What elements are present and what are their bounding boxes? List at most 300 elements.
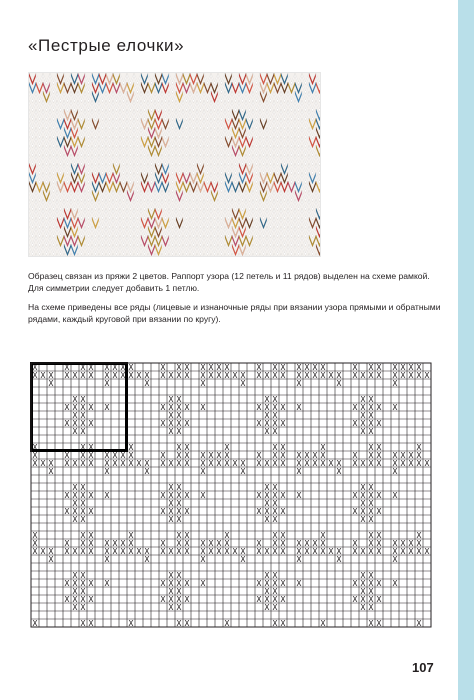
chart-stitch-mark: X bbox=[304, 450, 310, 460]
chart-stitch-mark: X bbox=[72, 490, 78, 500]
chart-stitch-mark: X bbox=[104, 546, 110, 556]
chart-stitch-mark: X bbox=[48, 554, 54, 564]
chart-stitch-mark: X bbox=[416, 442, 422, 452]
chart-stitch-mark: X bbox=[88, 578, 94, 588]
chart-stitch-mark: X bbox=[392, 458, 398, 468]
chart-stitch-mark: X bbox=[280, 402, 286, 412]
chart-stitch-mark: X bbox=[328, 458, 334, 468]
chart-stitch-mark: X bbox=[256, 450, 262, 460]
chart-stitch-mark: X bbox=[272, 370, 278, 380]
chart-stitch-mark: X bbox=[72, 578, 78, 588]
chart-stitch-mark: X bbox=[208, 370, 214, 380]
chart-stitch-mark: X bbox=[80, 586, 86, 596]
chart-stitch-mark: X bbox=[312, 546, 318, 556]
chart-stitch-mark: X bbox=[256, 506, 262, 516]
chart-stitch-mark: X bbox=[80, 538, 86, 548]
chart-stitch-mark: X bbox=[400, 538, 406, 548]
chart-stitch-mark: X bbox=[360, 402, 366, 412]
chart-stitch-mark: X bbox=[160, 538, 166, 548]
chart-stitch-mark: X bbox=[400, 450, 406, 460]
chart-stitch-mark: X bbox=[216, 362, 222, 372]
chart-stitch-mark: X bbox=[368, 370, 374, 380]
chart-stitch-mark: X bbox=[240, 466, 246, 476]
chart-stitch-mark: X bbox=[360, 482, 366, 492]
chart-stitch-mark: X bbox=[72, 458, 78, 468]
chart-stitch-mark: X bbox=[40, 546, 46, 556]
chart-stitch-mark: X bbox=[368, 506, 374, 516]
chart-stitch-mark: X bbox=[80, 594, 86, 604]
chart-stitch-mark: X bbox=[368, 442, 374, 452]
chart-stitch-mark: X bbox=[352, 578, 358, 588]
chart-stitch-mark: X bbox=[104, 362, 110, 372]
chart-stitch-mark: X bbox=[376, 530, 382, 540]
chart-stitch-mark: X bbox=[208, 450, 214, 460]
chart-stitch-mark: X bbox=[72, 594, 78, 604]
page-number: 107 bbox=[412, 660, 434, 675]
chart-stitch-mark: X bbox=[80, 370, 86, 380]
chart-stitch-mark: X bbox=[216, 458, 222, 468]
chart-stitch-mark: X bbox=[144, 378, 150, 388]
chart-stitch-mark: X bbox=[272, 514, 278, 524]
chart-stitch-mark: X bbox=[368, 618, 374, 628]
chart-stitch-mark: X bbox=[80, 402, 86, 412]
chart-stitch-mark: X bbox=[160, 362, 166, 372]
chart-stitch-mark: X bbox=[176, 450, 182, 460]
chart-stitch-mark: X bbox=[360, 506, 366, 516]
chart-stitch-mark: X bbox=[264, 458, 270, 468]
chart-stitch-mark: X bbox=[376, 618, 382, 628]
chart-stitch-mark: X bbox=[272, 602, 278, 612]
chart-stitch-mark: X bbox=[128, 450, 134, 460]
chart-stitch-mark: X bbox=[88, 370, 94, 380]
chart-stitch-mark: X bbox=[176, 394, 182, 404]
chart-stitch-mark: X bbox=[376, 418, 382, 428]
chart-stitch-mark: X bbox=[264, 570, 270, 580]
chart-stitch-mark: X bbox=[392, 538, 398, 548]
chart-stitch-mark: X bbox=[272, 530, 278, 540]
chart-stitch-mark: X bbox=[200, 546, 206, 556]
chart-stitch-mark: X bbox=[336, 370, 342, 380]
chart-stitch-mark: X bbox=[72, 514, 78, 524]
chart-stitch-mark: X bbox=[264, 602, 270, 612]
chart-stitch-mark: X bbox=[64, 546, 70, 556]
chart-note-paragraph: На схеме приведены все ряды (лицевые и изнаночные ряды при вязании узора прямыми и обратными рядами, каждый круговой при вязании по кругу). bbox=[28, 302, 441, 324]
chart-stitch-mark: X bbox=[280, 530, 286, 540]
chart-stitch-mark: X bbox=[136, 458, 142, 468]
chart-stitch-mark: X bbox=[264, 586, 270, 596]
chart-stitch-mark: X bbox=[272, 498, 278, 508]
chart-stitch-mark: X bbox=[264, 514, 270, 524]
chart-stitch-mark: X bbox=[296, 490, 302, 500]
chart-stitch-mark: X bbox=[352, 402, 358, 412]
chart-stitch-mark: X bbox=[184, 490, 190, 500]
chart-stitch-mark: X bbox=[256, 538, 262, 548]
chart-stitch-mark: X bbox=[280, 578, 286, 588]
chart-stitch-mark: X bbox=[296, 450, 302, 460]
chart-stitch-mark: X bbox=[224, 546, 230, 556]
chart-stitch-mark: X bbox=[296, 554, 302, 564]
chart-stitch-mark: X bbox=[280, 418, 286, 428]
chart-stitch-mark: X bbox=[64, 594, 70, 604]
chart-stitch-mark: X bbox=[320, 546, 326, 556]
chart-stitch-mark: X bbox=[376, 370, 382, 380]
chart-stitch-mark: X bbox=[272, 586, 278, 596]
chart-stitch-mark: X bbox=[160, 546, 166, 556]
chart-stitch-mark: X bbox=[272, 402, 278, 412]
chart-stitch-mark: X bbox=[408, 370, 414, 380]
chart-stitch-mark: X bbox=[328, 370, 334, 380]
chart-stitch-mark: X bbox=[80, 490, 86, 500]
chart-stitch-mark: X bbox=[392, 578, 398, 588]
chart-stitch-mark: X bbox=[264, 578, 270, 588]
chart-stitch-mark: X bbox=[80, 578, 86, 588]
chart-stitch-mark: X bbox=[72, 410, 78, 420]
chart-stitch-mark: X bbox=[104, 458, 110, 468]
chart-stitch-mark: X bbox=[72, 402, 78, 412]
chart-stitch-mark: X bbox=[416, 362, 422, 372]
chart-stitch-mark: X bbox=[216, 546, 222, 556]
chart-stitch-mark: X bbox=[368, 482, 374, 492]
side-color-band bbox=[458, 0, 474, 700]
chart-stitch-mark: X bbox=[360, 498, 366, 508]
knitting-chart bbox=[30, 362, 432, 628]
chart-stitch-mark: X bbox=[176, 578, 182, 588]
chart-stitch-mark: X bbox=[272, 442, 278, 452]
chart-stitch-mark: X bbox=[112, 546, 118, 556]
chart-stitch-mark: X bbox=[296, 466, 302, 476]
chart-stitch-mark: X bbox=[392, 466, 398, 476]
chart-stitch-mark: X bbox=[368, 578, 374, 588]
chart-stitch-mark: X bbox=[120, 458, 126, 468]
chart-stitch-mark: X bbox=[272, 578, 278, 588]
chart-stitch-mark: X bbox=[416, 370, 422, 380]
chart-stitch-mark: X bbox=[360, 586, 366, 596]
chart-stitch-mark: X bbox=[304, 370, 310, 380]
chart-stitch-mark: X bbox=[368, 450, 374, 460]
chart-stitch-mark: X bbox=[128, 458, 134, 468]
chart-stitch-mark: X bbox=[168, 418, 174, 428]
chart-stitch-mark: X bbox=[360, 370, 366, 380]
chart-stitch-mark: X bbox=[88, 618, 94, 628]
chart-stitch-mark: X bbox=[336, 554, 342, 564]
chart-stitch-mark: X bbox=[312, 458, 318, 468]
chart-stitch-mark: X bbox=[64, 370, 70, 380]
chart-stitch-mark: X bbox=[296, 458, 302, 468]
chart-stitch-mark: X bbox=[416, 458, 422, 468]
chart-stitch-mark: X bbox=[80, 426, 86, 436]
chart-stitch-mark: X bbox=[368, 538, 374, 548]
chart-stitch-mark: X bbox=[392, 362, 398, 372]
chart-stitch-mark: X bbox=[336, 546, 342, 556]
chart-stitch-mark: X bbox=[368, 362, 374, 372]
chart-stitch-mark: X bbox=[80, 394, 86, 404]
chart-stitch-mark: X bbox=[128, 546, 134, 556]
chart-stitch-mark: X bbox=[88, 546, 94, 556]
chart-stitch-mark: X bbox=[352, 370, 358, 380]
chart-stitch-mark: X bbox=[112, 362, 118, 372]
chart-stitch-mark: X bbox=[128, 442, 134, 452]
chart-stitch-mark: X bbox=[64, 362, 70, 372]
chart-stitch-mark: X bbox=[320, 442, 326, 452]
chart-stitch-mark: X bbox=[88, 490, 94, 500]
chart-stitch-mark: X bbox=[272, 450, 278, 460]
chart-stitch-mark: X bbox=[136, 546, 142, 556]
chart-stitch-mark: X bbox=[424, 546, 430, 556]
chart-stitch-mark: X bbox=[80, 362, 86, 372]
chart-stitch-mark: X bbox=[160, 506, 166, 516]
chart-stitch-mark: X bbox=[144, 370, 150, 380]
chart-stitch-mark: X bbox=[80, 514, 86, 524]
chart-stitch-mark: X bbox=[176, 442, 182, 452]
chart-stitch-mark: X bbox=[280, 538, 286, 548]
chart-stitch-mark: X bbox=[88, 362, 94, 372]
chart-stitch-mark: X bbox=[72, 394, 78, 404]
chart-stitch-mark: X bbox=[272, 570, 278, 580]
chart-stitch-mark: X bbox=[72, 602, 78, 612]
chart-stitch-mark: X bbox=[416, 618, 422, 628]
chart-stitch-mark: X bbox=[368, 426, 374, 436]
chart-stitch-mark: X bbox=[392, 402, 398, 412]
chart-stitch-mark: X bbox=[360, 490, 366, 500]
chart-stitch-mark: X bbox=[392, 546, 398, 556]
chart-stitch-mark: X bbox=[104, 578, 110, 588]
chart-stitch-mark: X bbox=[408, 450, 414, 460]
chart-stitch-mark: X bbox=[376, 458, 382, 468]
chart-stitch-mark: X bbox=[176, 586, 182, 596]
chart-stitch-mark: X bbox=[184, 530, 190, 540]
chart-stitch-mark: X bbox=[256, 546, 262, 556]
chart-stitch-mark: X bbox=[176, 530, 182, 540]
chart-stitch-mark: X bbox=[184, 402, 190, 412]
chart-stitch-mark: X bbox=[200, 362, 206, 372]
chart-stitch-mark: X bbox=[320, 450, 326, 460]
chart-stitch-mark: X bbox=[376, 506, 382, 516]
chart-stitch-mark: X bbox=[408, 458, 414, 468]
chart-stitch-mark: X bbox=[176, 594, 182, 604]
chart-stitch-mark: X bbox=[368, 418, 374, 428]
chart-stitch-mark: X bbox=[232, 458, 238, 468]
chart-stitch-mark: X bbox=[104, 402, 110, 412]
chart-stitch-mark: X bbox=[352, 362, 358, 372]
chart-stitch-mark: X bbox=[120, 370, 126, 380]
chart-stitch-mark: X bbox=[376, 362, 382, 372]
chart-stitch-mark: X bbox=[368, 546, 374, 556]
chart-stitch-mark: X bbox=[80, 418, 86, 428]
chart-stitch-mark: X bbox=[88, 530, 94, 540]
chart-stitch-mark: X bbox=[32, 538, 38, 548]
chart-stitch-mark: X bbox=[304, 458, 310, 468]
chart-stitch-mark: X bbox=[88, 538, 94, 548]
chart-stitch-mark: X bbox=[112, 450, 118, 460]
chart-stitch-mark: X bbox=[232, 370, 238, 380]
chart-stitch-mark: X bbox=[168, 498, 174, 508]
chart-stitch-mark: X bbox=[160, 490, 166, 500]
page-title: «Пестрые елочки» bbox=[28, 36, 185, 55]
chart-stitch-mark: X bbox=[104, 554, 110, 564]
chart-stitch-mark: X bbox=[168, 594, 174, 604]
chart-stitch-mark: X bbox=[240, 554, 246, 564]
chart-stitch-mark: X bbox=[312, 450, 318, 460]
chart-stitch-mark: X bbox=[272, 506, 278, 516]
chart-stitch-mark: X bbox=[400, 546, 406, 556]
chart-stitch-mark: X bbox=[72, 418, 78, 428]
chart-stitch-mark: X bbox=[408, 546, 414, 556]
chart-stitch-mark: X bbox=[360, 578, 366, 588]
chart-stitch-mark: X bbox=[120, 538, 126, 548]
chart-stitch-mark: X bbox=[256, 370, 262, 380]
chart-stitch-mark: X bbox=[376, 442, 382, 452]
chart-stitch-mark: X bbox=[128, 538, 134, 548]
chart-stitch-mark: X bbox=[72, 506, 78, 516]
chart-stitch-mark: X bbox=[328, 546, 334, 556]
chart-stitch-mark: X bbox=[240, 378, 246, 388]
chart-stitch-mark: X bbox=[360, 394, 366, 404]
chart-stitch-mark: X bbox=[88, 402, 94, 412]
knitted-sample-photo bbox=[28, 72, 321, 257]
chart-stitch-mark: X bbox=[72, 426, 78, 436]
chart-stitch-mark: X bbox=[216, 370, 222, 380]
chart-stitch-mark: X bbox=[184, 458, 190, 468]
chart-stitch-mark: X bbox=[104, 378, 110, 388]
chart-stitch-mark: X bbox=[128, 362, 134, 372]
chart-stitch-mark: X bbox=[376, 490, 382, 500]
chart-stitch-mark: X bbox=[272, 482, 278, 492]
chart-stitch-mark: X bbox=[168, 586, 174, 596]
chart-stitch-mark: X bbox=[160, 458, 166, 468]
chart-stitch-mark: X bbox=[256, 418, 262, 428]
chart-stitch-mark: X bbox=[176, 482, 182, 492]
chart-stitch-mark: X bbox=[168, 482, 174, 492]
chart-stitch-mark: X bbox=[176, 410, 182, 420]
chart-stitch-mark: X bbox=[368, 602, 374, 612]
chart-stitch-mark: X bbox=[40, 370, 46, 380]
chart-stitch-mark: X bbox=[240, 370, 246, 380]
chart-stitch-mark: X bbox=[168, 506, 174, 516]
chart-stitch-mark: X bbox=[408, 362, 414, 372]
chart-stitch-mark: X bbox=[112, 370, 118, 380]
chart-stitch-mark: X bbox=[32, 370, 38, 380]
chart-stitch-mark: X bbox=[392, 450, 398, 460]
chart-stitch-mark: X bbox=[48, 378, 54, 388]
chart-stitch-mark: X bbox=[352, 490, 358, 500]
chart-stitch-mark: X bbox=[208, 458, 214, 468]
chart-stitch-mark: X bbox=[32, 450, 38, 460]
chart-stitch-mark: X bbox=[32, 530, 38, 540]
chart-stitch-mark: X bbox=[264, 498, 270, 508]
chart-stitch-mark: X bbox=[168, 546, 174, 556]
chart-stitch-mark: X bbox=[208, 362, 214, 372]
chart-stitch-mark: X bbox=[184, 450, 190, 460]
chart-stitch-mark: X bbox=[376, 402, 382, 412]
chart-stitch-mark: X bbox=[200, 402, 206, 412]
chart-stitch-mark: X bbox=[80, 602, 86, 612]
chart-stitch-mark: X bbox=[200, 370, 206, 380]
chart-stitch-mark: X bbox=[360, 410, 366, 420]
chart-stitch-mark: X bbox=[104, 490, 110, 500]
chart-stitch-mark: X bbox=[304, 362, 310, 372]
chart-stitch-mark: X bbox=[176, 458, 182, 468]
chart-stitch-mark: X bbox=[352, 538, 358, 548]
chart-stitch-mark: X bbox=[80, 570, 86, 580]
chart-stitch-mark: X bbox=[88, 458, 94, 468]
chart-stitch-mark: X bbox=[280, 458, 286, 468]
chart-stitch-mark: X bbox=[280, 594, 286, 604]
chart-stitch-mark: X bbox=[168, 410, 174, 420]
chart-stitch-mark: X bbox=[368, 458, 374, 468]
chart-stitch-mark: X bbox=[160, 578, 166, 588]
chart-stitch-mark: X bbox=[368, 410, 374, 420]
chart-stitch-mark: X bbox=[112, 458, 118, 468]
chart-stitch-mark: X bbox=[144, 554, 150, 564]
chart-stitch-mark: X bbox=[112, 538, 118, 548]
chart-stitch-mark: X bbox=[312, 538, 318, 548]
chart-stitch-mark: X bbox=[272, 362, 278, 372]
chart-stitch-mark: X bbox=[376, 578, 382, 588]
chart-stitch-mark: X bbox=[168, 402, 174, 412]
chart-stitch-mark: X bbox=[352, 458, 358, 468]
chart-stitch-mark: X bbox=[64, 450, 70, 460]
chart-stitch-mark: X bbox=[176, 618, 182, 628]
chart-stitch-mark: X bbox=[304, 546, 310, 556]
chart-stitch-mark: X bbox=[280, 450, 286, 460]
chart-stitch-mark: X bbox=[272, 394, 278, 404]
chart-stitch-mark: X bbox=[320, 362, 326, 372]
chart-stitch-mark: X bbox=[296, 578, 302, 588]
chart-stitch-mark: X bbox=[368, 402, 374, 412]
chart-stitch-mark: X bbox=[296, 362, 302, 372]
chart-stitch-mark: X bbox=[176, 370, 182, 380]
chart-stitch-mark: X bbox=[368, 570, 374, 580]
chart-stitch-mark: X bbox=[280, 506, 286, 516]
chart-stitch-mark: X bbox=[48, 466, 54, 476]
chart-stitch-mark: X bbox=[104, 466, 110, 476]
chart-stitch-mark: X bbox=[200, 450, 206, 460]
chart-stitch-mark: X bbox=[400, 370, 406, 380]
chart-stitch-mark: X bbox=[360, 426, 366, 436]
chart-stitch-mark: X bbox=[224, 450, 230, 460]
chart-stitch-mark: X bbox=[64, 490, 70, 500]
chart-stitch-mark: X bbox=[320, 370, 326, 380]
chart-stitch-mark: X bbox=[176, 362, 182, 372]
chart-stitch-mark: X bbox=[104, 450, 110, 460]
chart-stitch-mark: X bbox=[320, 538, 326, 548]
chart-stitch-mark: X bbox=[272, 594, 278, 604]
chart-stitch-mark: X bbox=[392, 554, 398, 564]
chart-stitch-mark: X bbox=[256, 594, 262, 604]
chart-stitch-mark: X bbox=[184, 538, 190, 548]
chart-stitch-mark: X bbox=[200, 538, 206, 548]
chart-stitch-mark: X bbox=[184, 594, 190, 604]
chart-stitch-mark: X bbox=[168, 602, 174, 612]
chart-stitch-mark: X bbox=[272, 426, 278, 436]
chart-stitch-mark: X bbox=[168, 458, 174, 468]
chart-stitch-mark: X bbox=[80, 506, 86, 516]
chart-stitch-mark: X bbox=[368, 490, 374, 500]
chart-stitch-mark: X bbox=[312, 362, 318, 372]
chart-stitch-mark: X bbox=[184, 442, 190, 452]
chart-stitch-mark: X bbox=[184, 618, 190, 628]
chart-stitch-mark: X bbox=[32, 618, 38, 628]
chart-stitch-mark: X bbox=[184, 418, 190, 428]
chart-stitch-mark: X bbox=[224, 370, 230, 380]
chart-stitch-mark: X bbox=[120, 546, 126, 556]
chart-stitch-mark: X bbox=[160, 450, 166, 460]
chart-stitch-mark: X bbox=[360, 602, 366, 612]
chart-stitch-mark: X bbox=[72, 546, 78, 556]
description-paragraph: Образец связан из пряжи 2 цветов. Раппорт узора (12 петель и 11 рядов) выделен на схеме рамкой. Для симметрии следует добавить 1 петлю. bbox=[28, 271, 430, 293]
chart-stitch-mark: X bbox=[176, 426, 182, 436]
chart-stitch-mark: X bbox=[72, 498, 78, 508]
